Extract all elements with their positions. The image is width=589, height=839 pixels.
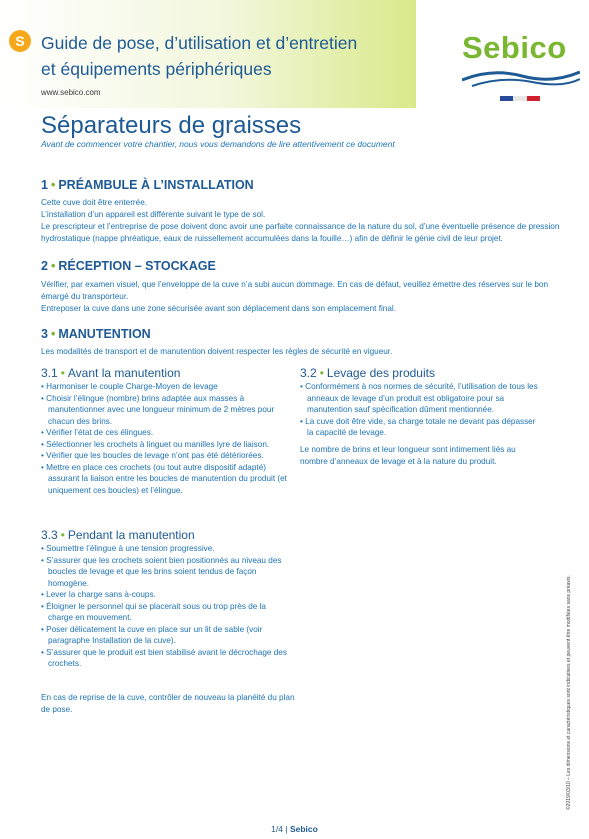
french-flag-icon — [500, 96, 540, 101]
paragraph-line: Cette cuve doit être enterrée. — [41, 198, 148, 207]
s-badge-icon: S — [9, 30, 31, 52]
section-3-intro: Les modalités de transport et de manutention doivent respecter les règles de sécurité en vigueur. — [41, 347, 393, 356]
guide-title — [41, 30, 371, 82]
paragraph-line: Le prescripteur et l’entreprise de pose doivent donc avoir une parfaite connaissance de la nature du sol, d’une éventuelle présence de pression — [41, 222, 560, 231]
section-3-3-closing: En cas de reprise de la cuve, contrôler de nouveau la planéité du plan de pose. — [41, 693, 295, 714]
flag-blue — [500, 96, 513, 101]
page-footer — [0, 824, 589, 834]
footer-separator: | — [285, 824, 288, 834]
section-title: PRÉAMBULE À L’INSTALLATION — [58, 178, 254, 192]
paragraph-line: hydrostatique (nappe phréatique, eaux de ruissellement accumulées dans la fouille…) afin de définir le génie civil de leur projet. — [41, 234, 503, 243]
website-link[interactable]: www.sebico.com — [41, 88, 101, 97]
logo-wave-icon — [462, 66, 580, 90]
section-3-1-list — [41, 381, 291, 496]
section-title: Pendant la manutention — [67, 528, 195, 542]
section-number: 3.1 — [41, 366, 58, 380]
flag-red — [527, 96, 540, 101]
section-number: 3 — [41, 327, 48, 341]
section-3-3-list — [41, 543, 291, 670]
section-number: 3.3 — [41, 528, 58, 542]
list-item: • Éloigner le personnel qui se placerait sous ou trop près de la charge en mouvement. — [41, 601, 291, 624]
list-item: • Sélectionner les crochets à linguet ou manilles lyre de liaison. — [41, 439, 291, 451]
list-item: • Lever la charge sans à-coups. — [41, 589, 291, 601]
section-2-body — [41, 279, 548, 315]
section-1-body — [41, 197, 559, 245]
section-3-2-list — [300, 381, 540, 439]
logo-text: Sebico — [462, 30, 567, 65]
sebico-logo — [462, 30, 580, 90]
section-3-2-heading: 3.2 • Levage des produits — [300, 366, 435, 380]
paragraph-line: émargé du transporteur. — [41, 292, 129, 301]
section-3-heading: 3 • MANUTENTION — [41, 327, 151, 341]
list-item: • Harmoniser le couple Charge-Moyen de levage — [41, 381, 291, 393]
list-item: • S’assurer que les crochets soient bien positionnés au niveau des boucles de levage et que les brins soient tendus de façon homogène. — [41, 555, 291, 590]
page-subtitle: Avant de commencer votre chantier, nous vous demandons de lire attentivement ce document — [41, 139, 395, 149]
page-number: 1/4 — [271, 824, 283, 834]
list-item: • Conformément à nos normes de sécurité, l’utilisation de tous les anneaux de levage d’un produit est obligatoire pour sa manutention sauf spécification dûment mentionnée. — [300, 381, 540, 416]
footer-brand: Sebico — [289, 824, 318, 834]
section-title: Levage des produits — [326, 366, 435, 380]
section-1-heading: 1 • PRÉAMBULE À L’INSTALLATION — [41, 178, 254, 192]
guide-title-line1: Guide de pose, d’utilisation et d’entretien — [41, 33, 358, 53]
section-title: MANUTENTION — [58, 327, 151, 341]
section-title: RÉCEPTION – STOCKAGE — [58, 259, 216, 273]
side-note: ©2019/03/10 – Les dimensions et caractéristiques sont indicatives et peuvent être modifiées sans préavis. — [566, 575, 572, 810]
list-item: • Vérifier que les boucles de levage n’ont pas été détériorées. — [41, 450, 291, 462]
list-item: • Choisir l’élingue (nombre) brins adaptée aux masses à manutentionner avec une longueur minimum de 2 mètres pour chacun des brins. — [41, 393, 291, 428]
section-3-2-note: Le nombre de brins et leur longueur sont intimement liés au nombre d’anneaux de levage et à la nature du produit. — [300, 445, 516, 466]
page-title: Séparateurs de graisses — [41, 112, 302, 139]
paragraph-line: L’installation d’un appareil est différente suivant le type de sol. — [41, 210, 266, 219]
guide-title-line2: et équipements périphériques — [41, 59, 272, 79]
section-number: 2 — [41, 259, 48, 273]
section-3-3-heading: 3.3 • Pendant la manutention — [41, 528, 195, 542]
list-item: • Mettre en place ces crochets (ou tout autre dispositif adapté) assurant la liaison entre les boucles de manutention du produit (et uniquement ces boucles) et l’élingue. — [41, 462, 291, 497]
list-item: • Soumettre l’élingue à une tension progressive. — [41, 543, 291, 555]
paragraph-line: Vérifier, par examen visuel, que l’enveloppe de la cuve n’a subi aucun dommage. En cas de défaut, veuillez émettre des réserves sur le bon — [41, 280, 549, 289]
list-item: • S’assurer que le produit est bien stabilisé avant le décrochage des crochets. — [41, 647, 291, 670]
flag-white — [513, 96, 526, 101]
section-2-heading: 2 • RÉCEPTION – STOCKAGE — [41, 259, 216, 273]
section-number: 3.2 — [300, 366, 317, 380]
list-item: • Vérifier l’état de ces élingues. — [41, 427, 291, 439]
paragraph-line: Entreposer la cuve dans une zone sécurisée avant son déplacement dans son emplacement final. — [41, 304, 397, 313]
section-number: 1 — [41, 178, 48, 192]
list-item: • La cuve doit être vide, sa charge totale ne devant pas dépasser la capacité de levage. — [300, 416, 540, 439]
section-3-1-heading: 3.1 • Avant la manutention — [41, 366, 181, 380]
section-title: Avant la manutention — [67, 366, 181, 380]
list-item: • Poser délicatement la cuve en place sur un lit de sable (voir paragraphe Installation de la cuve). — [41, 624, 291, 647]
